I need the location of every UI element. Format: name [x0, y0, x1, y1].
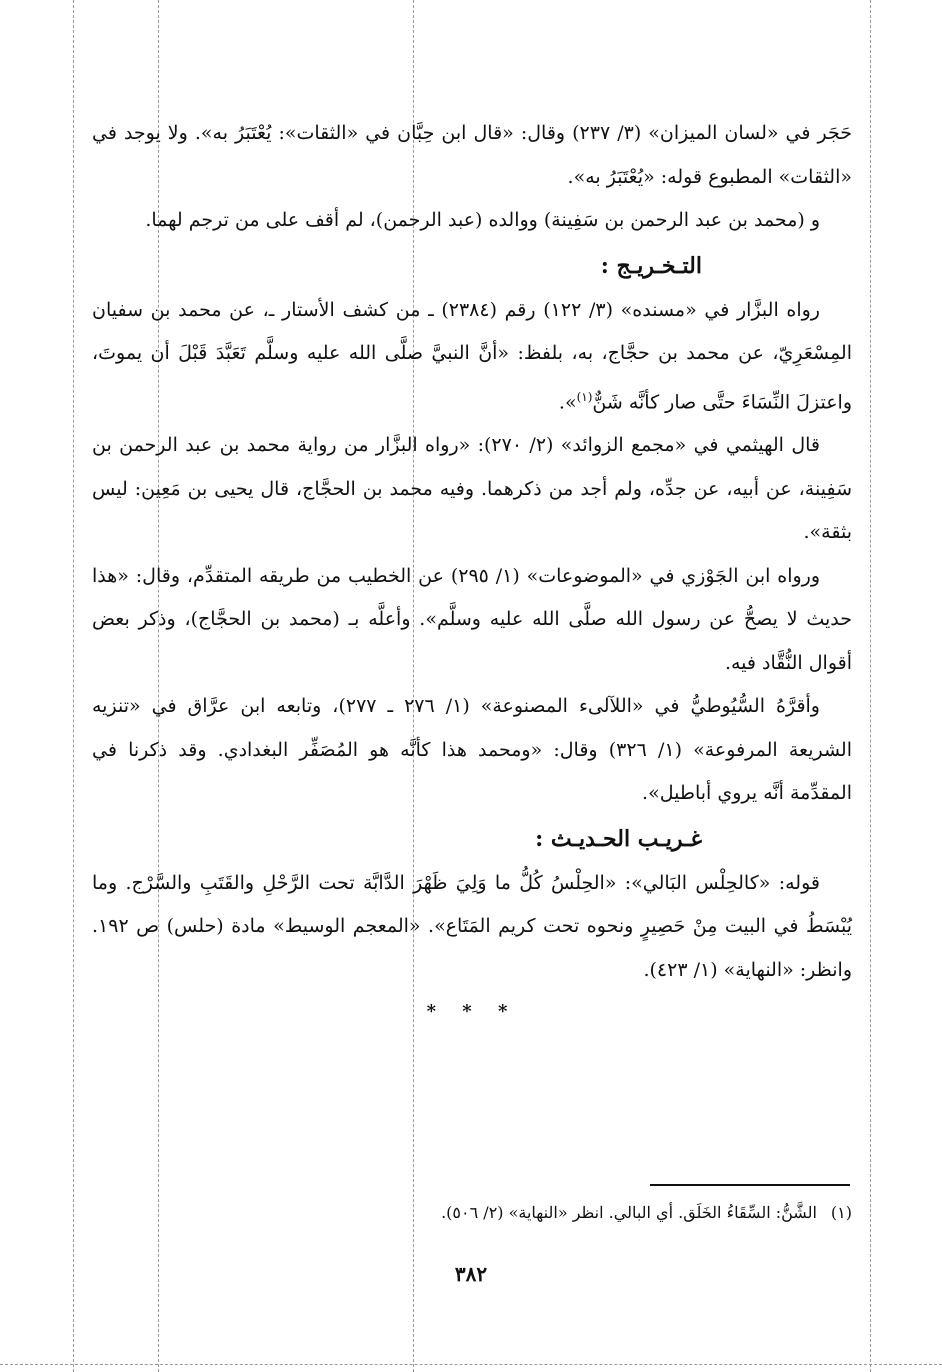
footnote-divider: [650, 1184, 850, 1186]
guide-line: [870, 0, 871, 1372]
guide-line: [0, 1364, 942, 1365]
section-heading-gharib: غـريـب الحـديـث :: [535, 825, 702, 852]
main-text: [92, 112, 852, 1032]
page-number: ٣٨٢: [454, 1262, 488, 1286]
section-heading-takhrij: التـخـريـج :: [600, 252, 702, 279]
paragraph-text: رواه البزَّار في «مسنده» (٣/ ١٢٢) رقم (٢٣٨٤) ـ من كشف الأستار ـ، عن محمد بن سفيان المِسْعَرِيّ، عن محمد بن حجَّاج، به، بلفظ: «أنَّ النبيَّ صلَّى الله عليه وسلَّم تَعَبَّدَ قَبْلَ أن يموتَ، واعتزلَ النِّسَاءَ حتَّى صار كأنَّه شَنٌّ: [92, 298, 852, 413]
paragraph: و (محمد بن عبد الرحمن بن سَفِينة) ووالده (عبد الرحمن)، لم أقف على من ترجم لهما.: [145, 209, 820, 231]
paragraph: ورواه ابن الجَوْزي في «الموضوعات» (١/ ٢٩٥) عن الخطيب من طريقه المتقدِّم، وقال: «هذا حديث لا يصحُّ عن رسول الله صلَّى الله عليه وسلَّم». وأعلَّه بـ (محمد بن الحجَّاج)، وذكر بعض أقوال النُّقَّاد فيه.: [92, 564, 852, 674]
footnote-text: الشَّنُّ: السِّقَاءُ الخَلَق. أي البالي. انظر «النهاية» (٢/ ٥٠٦).: [441, 1203, 817, 1222]
paragraph: حَجَر في «لسان الميزان» (٣/ ٢٣٧) وقال: «قال ابن حِبَّان في «الثقات»: يُعْتَبَرُ به». ولا يوجد في «الثقات» المطبوع قوله: «يُعْتَبَرُ به».: [92, 122, 852, 188]
paragraph-end: ».: [558, 390, 577, 413]
paragraph: قوله: «كالحِلْس البَالي»: «الحِلْسُ كُلُّ ما وَلِيَ ظَهْرَ الدَّابَّة تحت الرَّحْلِ والقَتَبِ والسَّرْج. وما يُبْسَطُ في البيت مِنْ حَصِيرٍ ونحوه تحت كريم المَتَاع». «المعجم الوسيط» مادة (حلس) ص ١٩٢. وانظر: «النهاية» (١/ ٤٢٣).: [92, 871, 852, 981]
paragraph: قال الهيثمي في «مجمع الزوائد» (٢/ ٢٧٠): «رواه البزَّار من رواية محمد بن عبد الرحمن بن سَفِينة، عن أبيه، عن جدِّه، ولم أجد من ذكرهما. وفيه محمد بن الحجَّاج، قال يحيى بن مَعِين: ليس بثقة».: [92, 434, 852, 544]
paragraph: وأقرَّهُ السُّيُوطيُّ في «اللآلىء المصنوعة» (١/ ٢٧٦ ـ ٢٧٧)، وتابعه ابن عرَّاق في «تنزيه الشريعة المرفوعة» (١/ ٣٢٦) وقال: «ومحمد هذا كأنَّه هو المُصَفِّر البغدادي. وقد ذكرنا في المقدِّمة أنَّه يروي أباطيل».: [92, 695, 852, 805]
footnote: [92, 1198, 852, 1228]
paragraph: [92, 289, 852, 425]
guide-line: [73, 0, 74, 1372]
footnote-number: (١): [830, 1203, 852, 1222]
footnote-reference[interactable]: (١): [576, 389, 593, 404]
section-separator: * * *: [426, 1001, 518, 1023]
